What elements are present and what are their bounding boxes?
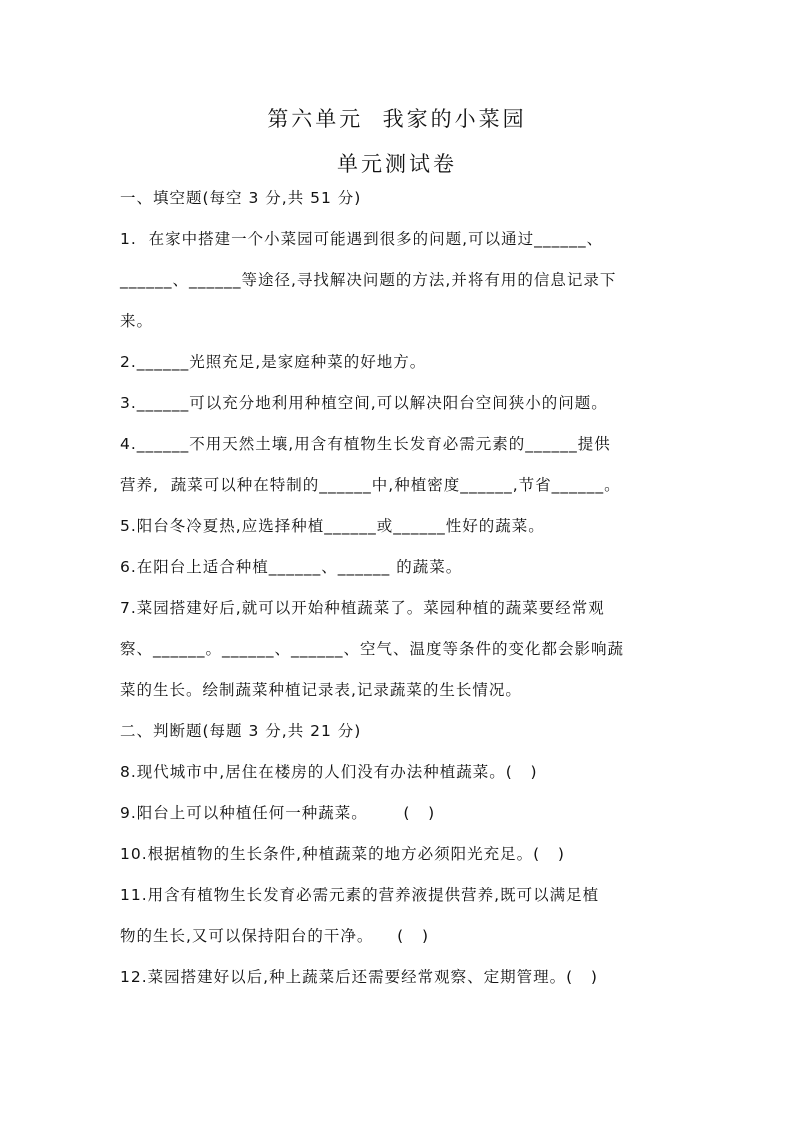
question-10-text: 10.根据植物的生长条件,种植蔬菜的地方必须阳光充足。( ) <box>120 845 565 863</box>
document-subtitle: 单元测试卷 <box>337 152 457 176</box>
question-2-text: 2.______光照充足,是家庭种菜的好地方。 <box>120 353 427 371</box>
question-7-line-3: 菜的生长。绘制蔬菜种植记录表,记录蔬菜的生长情况。 <box>120 681 522 699</box>
question-2 <box>120 352 680 372</box>
question-12 <box>120 967 680 987</box>
question-4 <box>120 434 680 495</box>
question-9 <box>120 803 680 823</box>
section-2-heading: 二、判断题(每题 3 分,共 21 分) <box>120 722 362 740</box>
question-1 <box>120 229 680 331</box>
worksheet-content <box>120 188 680 1008</box>
question-3-text: 3.______可以充分地利用种植空间,可以解决阳台空间狭小的问题。 <box>120 394 608 412</box>
question-11-line-2: 物的生长,又可以保持阳台的干净。 ( ) <box>120 927 430 945</box>
question-11-line-1: 11.用含有植物生长发育必需元素的营养液提供营养,既可以满足植 <box>120 886 600 904</box>
question-8-text: 8.现代城市中,居住在楼房的人们没有办法种植蔬菜。( ) <box>120 763 538 781</box>
question-5-text: 5.阳台冬冷夏热,应选择种植______或______性好的蔬菜。 <box>120 517 545 535</box>
question-9-text: 9.阳台上可以种植任何一种蔬菜。 ( ) <box>120 804 436 822</box>
question-12-text: 12.菜园搭建好以后,种上蔬菜后还需要经常观察、定期管理。( ) <box>120 968 598 986</box>
question-6 <box>120 557 680 577</box>
question-4-line-2: 营养, 蔬菜可以种在特制的______中,种植密度______,节省______。 <box>120 476 621 494</box>
question-5 <box>120 516 680 536</box>
question-1-line-1: 1. 在家中搭建一个小菜园可能遇到很多的问题,可以通过______、 <box>120 230 604 248</box>
question-7-line-1: 7.菜园搭建好后,就可以开始种植蔬菜了。菜园种植的蔬菜要经常观 <box>120 599 605 617</box>
question-7 <box>120 598 680 700</box>
question-1-line-3: 来。 <box>120 312 154 330</box>
question-10 <box>120 844 680 864</box>
question-6-text: 6.在阳台上适合种植______、______ 的蔬菜。 <box>120 558 463 576</box>
question-1-line-2: ______、______等途径,寻找解决问题的方法,并将有用的信息记录下 <box>120 271 617 289</box>
question-4-line-1: 4.______不用天然土壤,用含有植物生长发育必需元素的______提供 <box>120 435 611 453</box>
question-7-line-2: 察、______。______、______、空气、温度等条件的变化都会影响蔬 <box>120 640 625 658</box>
question-8 <box>120 762 680 782</box>
question-11 <box>120 885 680 946</box>
question-3 <box>120 393 680 413</box>
section-1-heading: 一、填空题(每空 3 分,共 51 分) <box>120 189 362 207</box>
document-title: 第六单元 我家的小菜园 <box>267 107 527 131</box>
section-heading-fill-in <box>120 188 680 208</box>
section-heading-true-false <box>120 721 680 741</box>
